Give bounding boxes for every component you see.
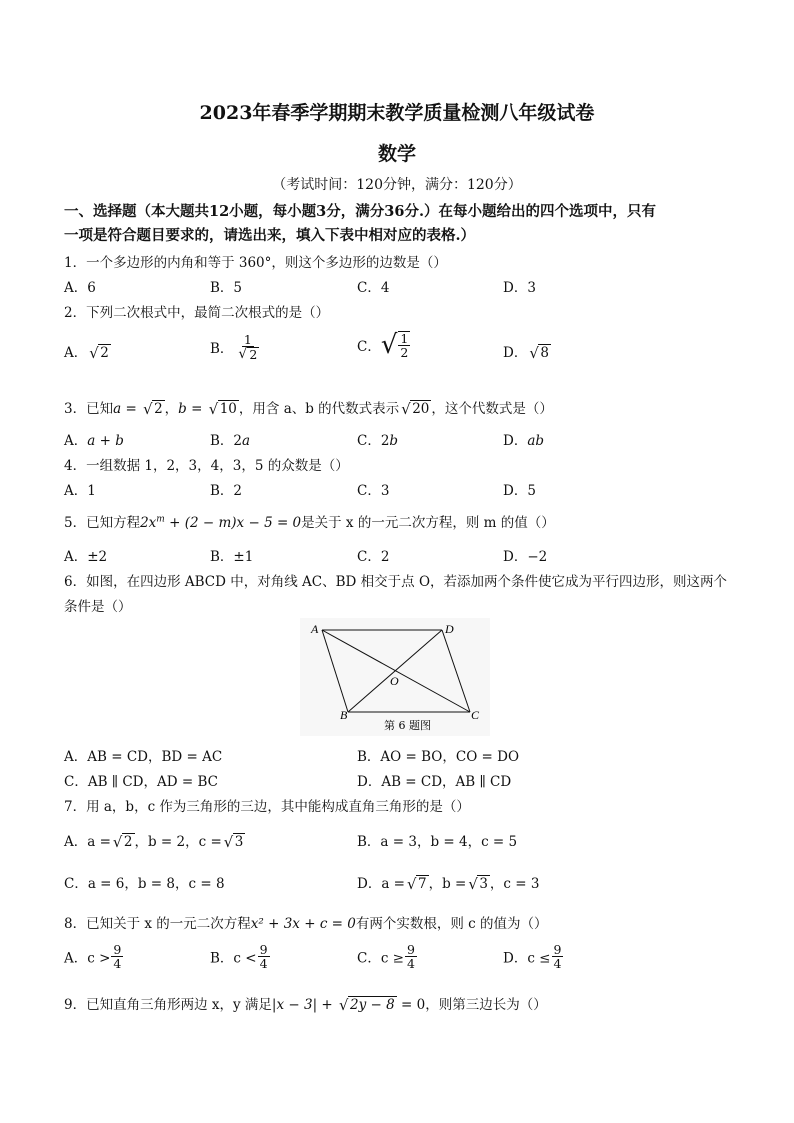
question-2-stem: 2．下列二次根式中，最简二次根式的是（） <box>64 305 330 321</box>
q8-option-a: A．c > $\frac{9}{4}$ <box>64 942 122 972</box>
q4-option-d: D．5 <box>503 483 536 499</box>
vertex-label-a: A <box>311 622 319 636</box>
section-heading-line2: 一项是符合题目要求的，请选出来，填入下表中相对应的表格.） <box>64 227 476 244</box>
q1-option-d: D．3 <box>503 280 536 296</box>
q1-option-a: A．6 <box>64 280 96 296</box>
question-4-stem: 4．一组数据 1，2，3，4，3，5 的众数是（） <box>64 458 349 474</box>
q2-option-d: D． √ 8 <box>503 344 549 363</box>
q7-option-b: B．a = 3，b = 4，c = 5 <box>357 834 518 850</box>
q6-option-c: C．AB ∥ CD，AD = BC <box>64 774 218 790</box>
q3-option-b: B．2a <box>210 433 251 449</box>
q4-option-a: A．1 <box>64 483 96 499</box>
q5-option-a: A．±2 <box>64 549 108 565</box>
q7-option-c: C．a = 6，b = 8，c = 8 <box>64 876 225 892</box>
q6-option-a: A．AB = CD，BD = AC <box>64 749 223 765</box>
q1-option-c: C．4 <box>357 280 390 296</box>
q8-option-c: C．c ≥ $\frac{9}{4}$ <box>357 942 415 972</box>
q3-option-c: C．2b <box>357 433 399 449</box>
question-3-stem: 3．已知a = √ 2 ，b = √ 10 ，用含 a、b 的代数式表示 √ 20 ，这个代数式是（） <box>64 400 553 419</box>
q2-option-a: A． √ 2 <box>64 344 109 363</box>
q4-option-c: C．3 <box>357 483 390 499</box>
q8-option-b: B．c < $\frac{9}{4}$ <box>210 942 268 972</box>
question-5-stem: 5．已知方程$2x^m + (2 - m)x - 5 = 0$是关于 x 的一元二次方程，则 m 的值（） <box>64 514 555 531</box>
q2-option-c: C．√ $\frac{1}{2}$ <box>357 330 409 360</box>
vertex-label-b: B <box>340 708 348 722</box>
q8-option-d: D．c ≤ $\frac{9}{4}$ <box>503 942 562 972</box>
q2-option-b: B． 1 √ 2 <box>210 332 258 363</box>
q5-option-d: D．−2 <box>503 549 548 565</box>
exam-title: 2023年春季学期期末教学质量检测八年级试卷 <box>199 102 595 124</box>
question-7-stem: 7．用 a，b，c 作为三角形的三边，其中能构成直角三角形的是（） <box>64 799 470 815</box>
q6-option-d: D．AB = CD，AB ∥ CD <box>357 774 512 790</box>
center-label-o: O <box>390 674 399 688</box>
q7-option-a: A．a = √ 2 ，b = 2，c = √ 3 <box>64 833 244 852</box>
q6-option-b: B．AO = BO，CO = DO <box>357 749 520 765</box>
q7-option-d: D．a = √ 7 ，b = √ 3 ，c = 3 <box>357 875 540 894</box>
q4-option-b: B．2 <box>210 483 243 499</box>
question-1-stem: 1．一个多边形的内角和等于 360°，则这个多边形的边数是（） <box>64 255 447 271</box>
question-8-stem: 8．已知关于 x 的一元二次方程x² + 3x + c = 0有两个实数根，则 c 的值为（） <box>64 916 548 932</box>
question-6-stem-line2: 条件是（） <box>64 599 132 615</box>
q3-option-a: A．a + b <box>64 433 124 449</box>
vertex-label-d: D <box>445 622 454 636</box>
subject-title: 数学 <box>377 143 416 165</box>
vertex-label-c: C <box>471 708 480 722</box>
q5-option-c: C．2 <box>357 549 390 565</box>
exam-info: （考试时间：120分钟，满分：120分） <box>272 177 522 193</box>
figure-caption: 第 6 题图 <box>384 719 431 732</box>
parallelogram-figure <box>300 618 490 736</box>
question-9-stem: 9．已知直角三角形两边 x，y 满足|x − 3| + √ 2y − 8 = 0，则第三边长为（） <box>64 996 547 1015</box>
q3-option-d: D．ab <box>503 433 545 449</box>
section-heading-line1: 一、选择题（本大题共12小题，每小题3分，满分36分.）在每小题给出的四个选项中，只有 <box>64 203 656 220</box>
question-6-stem-line1: 6．如图，在四边形 ABCD 中，对角线 AC、BD 相交于点 O，若添加两个条件使它成为平行四边形，则这两个 <box>64 574 728 590</box>
q1-option-b: B．5 <box>210 280 243 296</box>
q5-option-b: B．±1 <box>210 549 254 565</box>
